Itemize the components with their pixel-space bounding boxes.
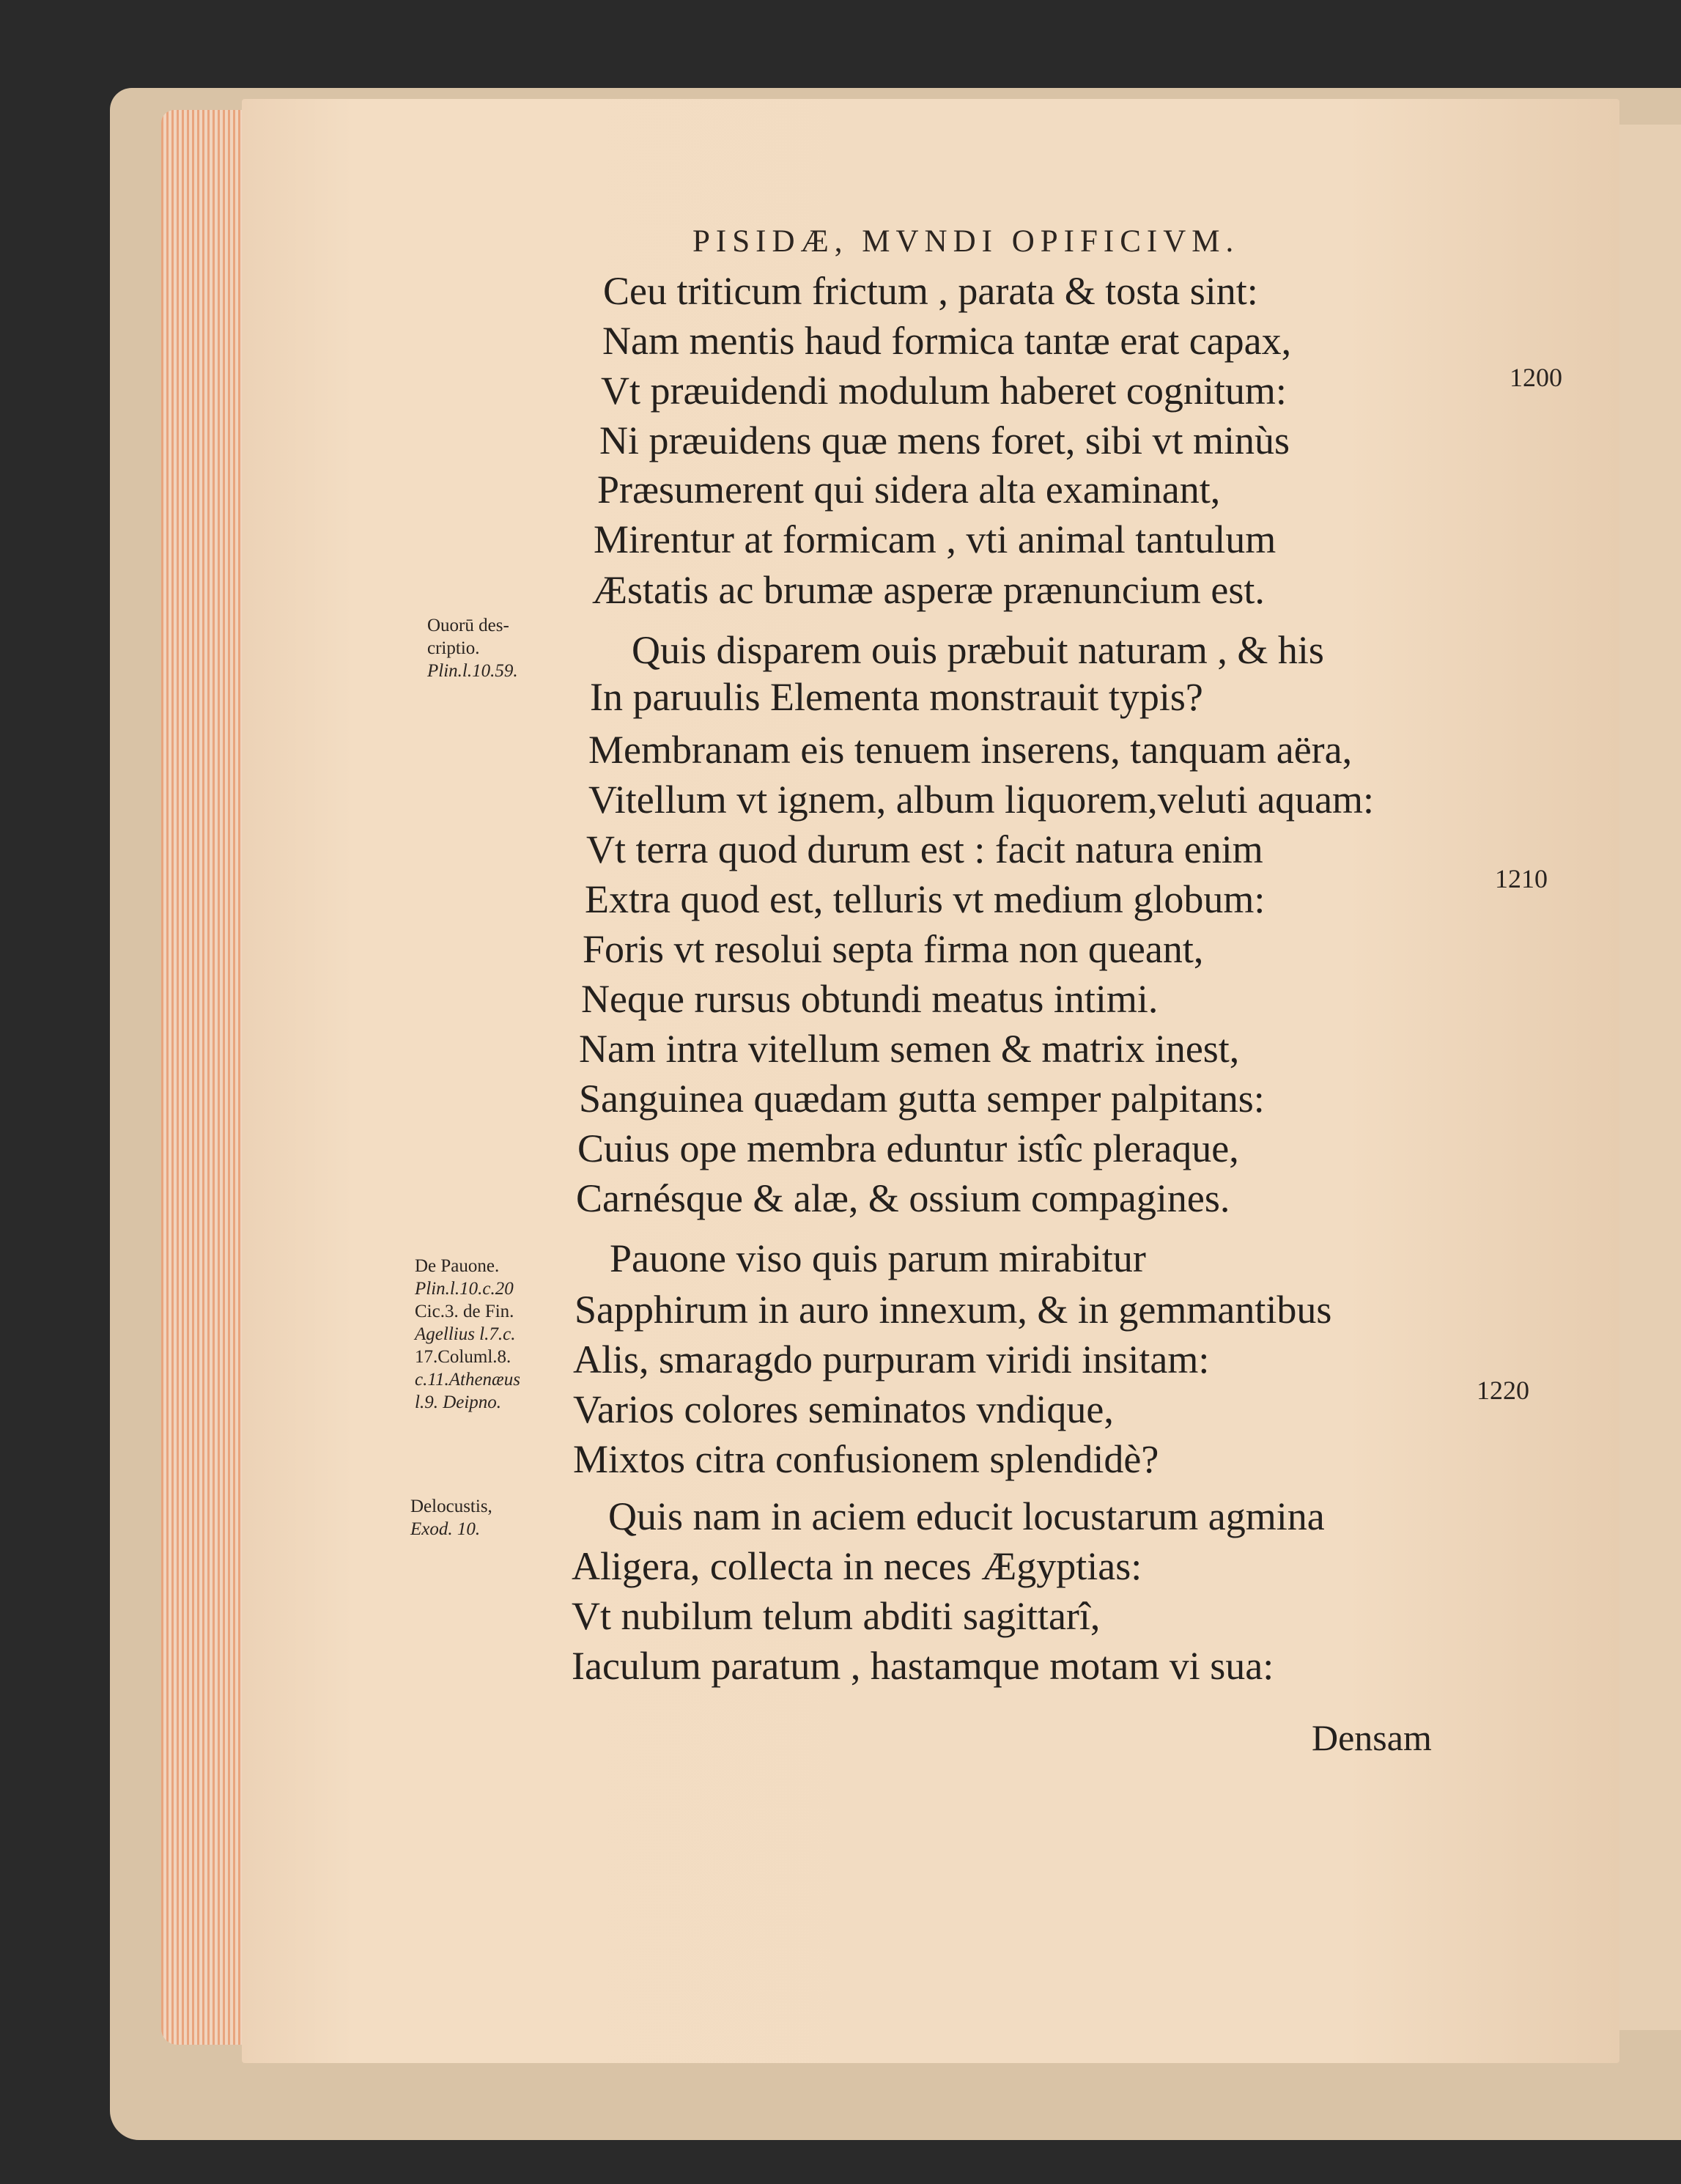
verse-line: Pauone viso quis parum mirabitur <box>610 1236 1146 1280</box>
verse-line: Alis, smaragdo purpuram viridi insitam: <box>573 1338 1210 1381</box>
verse-line: In paruulis Elementa monstrauit typis? <box>590 675 1203 719</box>
margin-note-line: l.9. Deipno. <box>415 1392 502 1412</box>
margin-note-line: Delocustis, <box>410 1497 492 1516</box>
margin-note-line: c.11.Athenæus <box>415 1370 520 1390</box>
catchword: Densam <box>1312 1717 1432 1758</box>
margin-note-line: Plin.l.10.59. <box>427 661 518 681</box>
verse-line: Nam mentis haud formica tantæ erat capax, <box>602 319 1292 363</box>
verse-line: Aligera, collecta in neces Ægyptias: <box>572 1544 1142 1588</box>
margin-note-line: 17.Columl.8. <box>415 1347 511 1367</box>
verse-line: Sanguinea quædam gutta semper palpitans: <box>579 1077 1265 1121</box>
running-head: PISIDÆ, MVNDI OPIFICIVM. <box>692 224 1240 259</box>
verse-line: Vitellum vt ignem, album liquorem,veluti aquam: <box>588 778 1375 822</box>
page-edges <box>161 110 249 2045</box>
margin-note-line: De Pauone. <box>415 1256 500 1276</box>
verse-line: Extra quod est, telluris vt medium globum: <box>585 877 1266 921</box>
margin-note-pauone <box>415 1255 520 1414</box>
verse-line: Mixtos citra confusionem splendidè? <box>573 1437 1159 1481</box>
margin-note-line: Cic.3. de Fin. <box>415 1302 514 1321</box>
verse-line: Membranam eis tenuem inserens, tanquam aëra, <box>588 728 1353 772</box>
verse-line: Foris vt resolui septa firma non queant, <box>583 927 1204 971</box>
margin-note-line: Agellius l.7.c. <box>415 1324 516 1344</box>
verse-line: Carnésque & alæ, & ossium compagines. <box>576 1176 1230 1220</box>
line-number: 1200 <box>1510 363 1562 392</box>
verse-line: Cuius ope membra eduntur istîc pleraque, <box>577 1126 1239 1170</box>
margin-note-locustis <box>410 1495 492 1541</box>
margin-note-ouorum <box>427 614 518 682</box>
verse-line: Vt terra quod durum est : facit natura enim <box>586 827 1263 871</box>
verse-line: Quis nam in aciem educit locustarum agmina <box>608 1494 1325 1538</box>
verse-line: Iaculum paratum , hastamque motam vi sua: <box>572 1644 1274 1688</box>
verse-line: Præsumerent qui sidera alta examinant, <box>597 468 1221 512</box>
margin-note-line: Exod. 10. <box>410 1519 481 1539</box>
margin-note-line: Ouorū des- <box>427 616 509 635</box>
verse-line: Vt præuidendi modulum haberet cognitum: <box>601 369 1287 413</box>
verse-line: Nam intra vitellum semen & matrix inest, <box>579 1027 1240 1071</box>
line-number: 1210 <box>1495 864 1548 893</box>
margin-note-line: criptio. <box>427 638 480 658</box>
verse-line: Vt nubilum telum abditi sagittarî, <box>572 1594 1101 1638</box>
verse-line: Ceu triticum frictum , parata & tosta sint: <box>603 269 1258 313</box>
verse-line: Quis disparem ouis præbuit naturam , & his <box>632 628 1324 672</box>
verse-line: Neque rursus obtundi meatus intimi. <box>581 977 1159 1021</box>
verse-line: Æstatis ac brumæ asperæ prænuncium est. <box>592 568 1265 612</box>
verse-line: Varios colores seminatos vndique, <box>573 1387 1114 1431</box>
verse-line: Mirentur at formicam , vti animal tantulum <box>594 517 1277 561</box>
margin-note-line: Plin.l.10.c.20 <box>415 1279 514 1299</box>
facing-page-edge <box>1612 125 1681 2030</box>
verse-line: Ni præuidens quæ mens foret, sibi vt minùs <box>599 418 1290 462</box>
verse-line: Sapphirum in auro innexum, & in gemmantibus <box>575 1288 1332 1332</box>
line-number: 1220 <box>1477 1376 1529 1405</box>
